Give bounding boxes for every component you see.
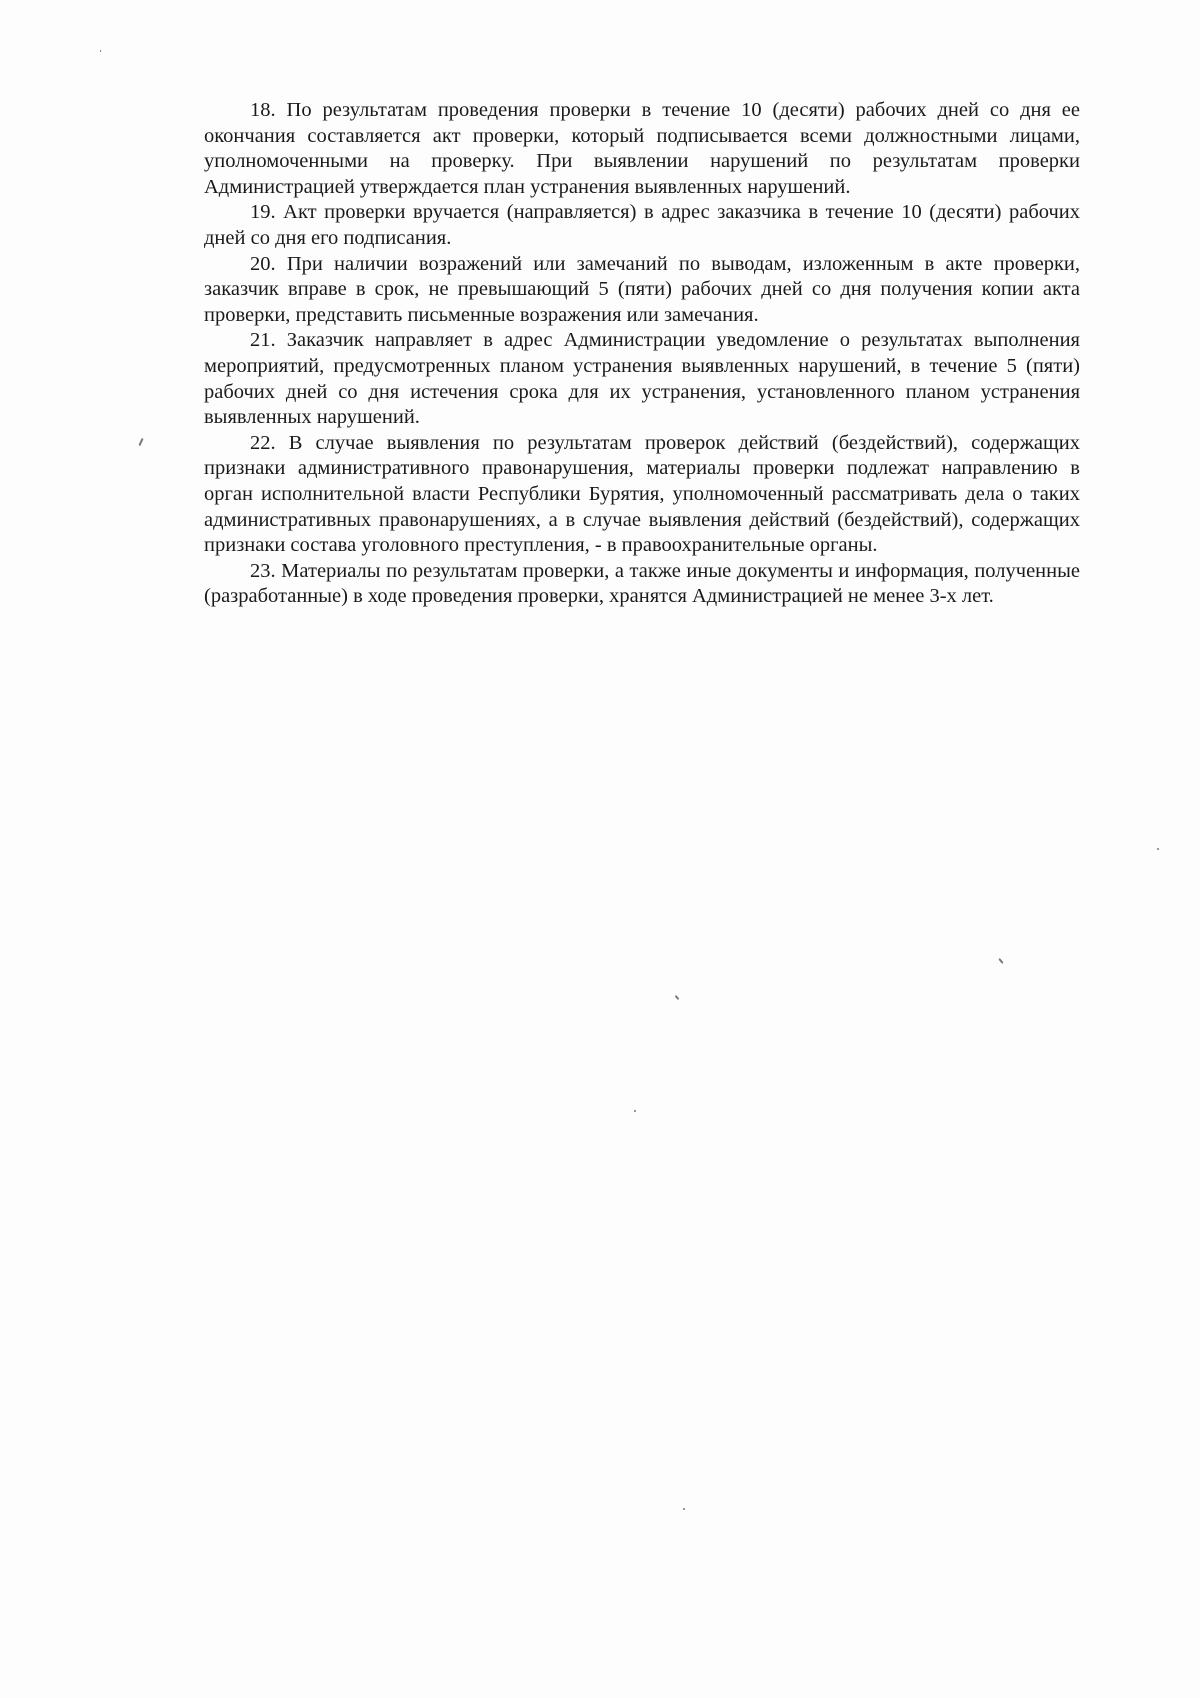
paragraph-19: 19. Акт проверки вручается (направляется) в адрес заказчика в течение 10 (десяти) рабочих дней со дня его подписания.: [204, 201, 1080, 249]
scan-speck: [100, 50, 101, 52]
paragraph-23: 23. Материалы по результатам проверки, а также иные документы и информация, полученные (разработанные) в ходе проведения проверки, хранятся Администрацией не менее 3-х лет.: [204, 559, 1080, 608]
scan-speck: [998, 958, 1003, 964]
paragraph-20: 20. При наличии возражений или замечаний по выводам, изложенным в акте проверки, заказчик вправе в срок, не превышающий 5 (пяти) рабочих дней со дня получения копии акта проверки, представить письменные возражения или замечания.: [204, 252, 1080, 326]
scan-speck: [1157, 848, 1159, 850]
paragraph-22: 22. В случае выявления по результатам проверок действий (бездействий), содержащих признаки административного правонарушения, материалы проверки подлежат направлению в орган исполнительной власти Республики Бурятия, уполномоченный рассматривать дела о таких административных правонарушениях, а в случае выявления действий (бездействий), содержащих признаки состава уголовного преступления, - в правоохранительные органы.: [204, 431, 1080, 557]
scan-speck: [138, 438, 143, 446]
paragraph-21: 21. Заказчик направляет в адрес Администрации уведомление о результатах выполнения мероприятий, предусмотренных планом устранения выявленных нарушений, в течение 5 (пяти) рабочих дней со дня истечения срока для их устранения, установленного планом устранения выявленных нарушений.: [204, 329, 1080, 429]
scan-speck: [683, 1508, 685, 1510]
document-body: [204, 98, 1080, 610]
scan-speck: [634, 1110, 636, 1112]
scan-speck: [675, 995, 680, 1000]
paragraph-18: 18. По результатам проведения проверки в течение 10 (десяти) рабочих дней со дня ее окончания составляется акт проверки, который подписывается всеми должностными лицами, уполномоченными на проверку. При выявлении нарушений по результатам проверки Администрацией утверждается план устранения выявленных нарушений.: [204, 99, 1080, 198]
